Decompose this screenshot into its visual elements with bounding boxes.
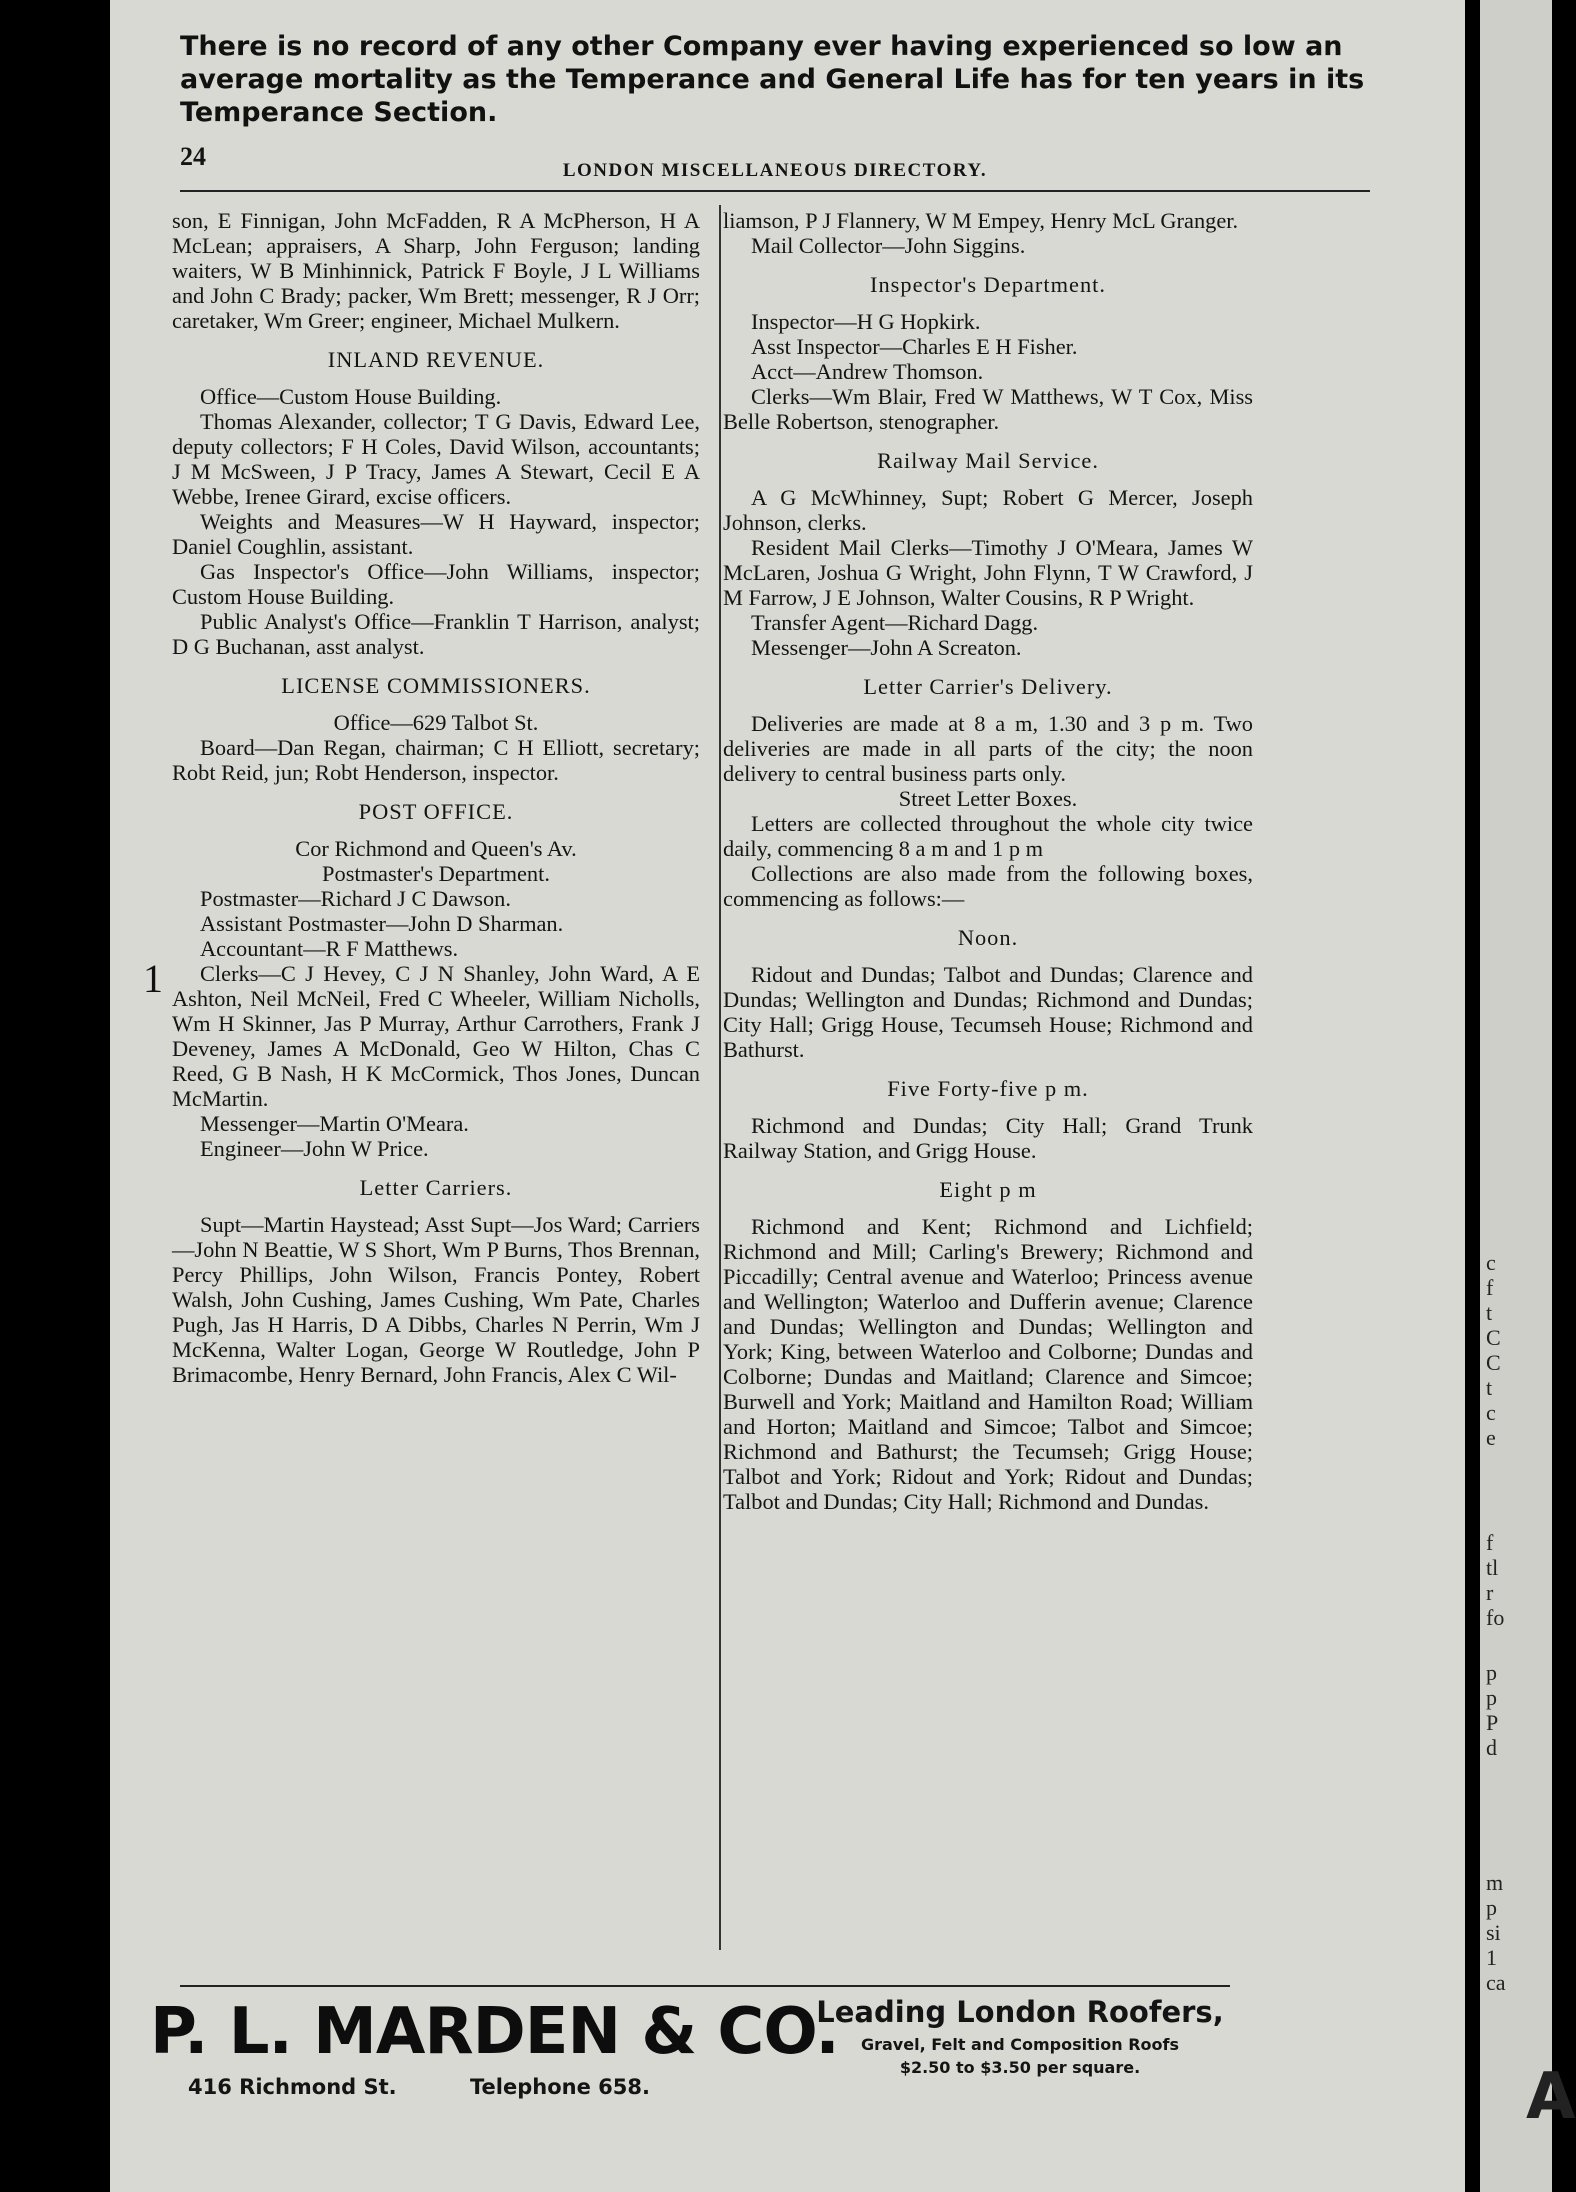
noon-boxes: Ridout and Dundas; Talbot and Dundas; Clarence and Dundas; Wellington and Dundas; Richmond and Dundas; City Hall; Grigg House, Tecumseh House; Richmond and Bathurst. xyxy=(723,962,1253,1062)
fragment: f xyxy=(1486,1530,1494,1555)
railway-heading: Railway Mail Service. xyxy=(877,448,1099,473)
delivery-times: Deliveries are made at 8 a m, 1.30 and 3 p m. Two deliveries are made in all parts of the city; the noon delivery to central business parts only. xyxy=(723,711,1253,786)
eight-pm-boxes: Richmond and Kent; Richmond and Lichfield; Richmond and Mill; Carling's Brewery; Richmond and Piccadilly; Central avenue and Waterloo; Princess avenue and Wellington; Waterloo and Dufferin avenue; Clarence and Dundas; Wellington and Dundas; Wellington and York; King, between Waterloo and Colborne; Dundas and Colborne; Dundas and Maitland; Clarence and Simcoe; Burwell and York; Maitland and Hamilton Road; William and Horton; Maitland and Simcoe; Talbot and Simcoe; Richmond and Bathurst; the Tecumseh; Grigg House; Talbot and York; Ridout and York; Ridout and Dundas; Talbot and Dundas; City Hall; Richmond and Dundas. xyxy=(723,1214,1253,1514)
license-office: Office—629 Talbot St. xyxy=(333,710,539,735)
accountant: Accountant—R F Matthews. xyxy=(200,936,459,961)
fragment: ca xyxy=(1486,1970,1506,1995)
transfer-agent: Transfer Agent—Richard Dagg. xyxy=(751,610,1039,635)
fragment: tl xyxy=(1486,1555,1499,1580)
advert-brand: P. L. MARDEN & CO. xyxy=(150,1995,839,2069)
inland-revenue-office: Office—Custom House Building. xyxy=(200,384,502,409)
fragment: P xyxy=(1486,1710,1499,1735)
fragment: t xyxy=(1486,1300,1493,1325)
eight-pm-heading: Eight p m xyxy=(939,1177,1037,1202)
fragment: p xyxy=(1486,1685,1497,1710)
five-forty-five-boxes: Richmond and Dundas; City Hall; Grand Trunk Railway Station, and Grigg House. xyxy=(723,1113,1253,1163)
fragment: p xyxy=(1486,1660,1497,1685)
weights-measures: Weights and Measures—W H Hayward, inspector; Daniel Coughlin, assistant. xyxy=(172,509,700,559)
advert-products: Gravel, Felt and Composition Roofs xyxy=(860,2035,1179,2054)
inspector-acct: Acct—Andrew Thomson. xyxy=(751,359,984,384)
advert-right-block xyxy=(780,1995,1260,2077)
license-heading: LICENSE COMMISSIONERS. xyxy=(281,673,591,698)
fragment: e xyxy=(1486,1425,1496,1450)
fragment: c xyxy=(1486,1400,1496,1425)
inland-revenue-officers: Thomas Alexander, collector; T G Davis, Edward Lee, deputy collectors; F H Coles, David Wilson, accountants; J M McSween, J P Tracy, James A Stewart, Cecil E A Webbe, Irenee Girard, excise officers. xyxy=(172,409,700,509)
railway-messenger: Messenger—John A Screaton. xyxy=(751,635,1022,660)
continued-entry: son, E Finnigan, John McFadden, R A McPherson, H A McLean; appraisers, A Sharp, John Ferguson; landing waiters, W B Minhinnick, Patrick F Boyle, J L Williams and John C Brady; packer, Wm Brett; messenger, R J Orr; caretaker, Wm Greer; engineer, Michael Mulkern. xyxy=(172,208,700,333)
inland-revenue-heading: INLAND REVENUE. xyxy=(327,347,545,372)
fragment: f xyxy=(1486,1275,1494,1300)
marden-advertisement xyxy=(150,1995,1380,2115)
left-column xyxy=(172,208,700,1387)
five-forty-five-heading: Five Forty-five p m. xyxy=(887,1076,1089,1101)
collection-boxes-intro: Collections are also made from the following boxes, commencing as follows:— xyxy=(723,861,1253,911)
fragment: 1 xyxy=(1486,1945,1497,1970)
engineer: Engineer—John W Price. xyxy=(200,1136,429,1161)
column-divider xyxy=(719,205,721,1950)
delivery-heading: Letter Carrier's Delivery. xyxy=(863,674,1113,699)
letter-carriers-list: Supt—Martin Haystead; Asst Supt—Jos Ward; Carriers—John N Beattie, W S Short, Wm P Burns, Thos Brennan, Percy Phillips, John Wilson, Francis Pontey, Robert Walsh, John Cushing, James Cushing, Wm Pate, Charles Pugh, Jas H Harris, D A Dibbs, Charles N Perrin, Wm J McKenna, Walter Logan, George W Routledge, John P Brimacombe, Henry Bernard, John Francis, Alex C Wil- xyxy=(172,1212,700,1387)
fragment: t xyxy=(1486,1375,1493,1400)
inspector-clerks: Clerks—Wm Blair, Fred W Matthews, W T Cox, Miss Belle Robertson, stenographer. xyxy=(723,384,1253,434)
right-column xyxy=(723,208,1253,1514)
post-office-address: Cor Richmond and Queen's Av. xyxy=(295,836,577,861)
letter-carriers-heading: Letter Carriers. xyxy=(359,1175,513,1200)
mail-collector: Mail Collector—John Siggins. xyxy=(751,233,1026,258)
messenger: Messenger—Martin O'Meara. xyxy=(200,1111,469,1136)
fragment: C xyxy=(1486,1325,1501,1350)
railway-supt: A G McWhinney, Supt; Robert G Mercer, Joseph Johnson, clerks. xyxy=(723,485,1253,535)
inspector: Inspector—H G Hopkirk. xyxy=(751,309,981,334)
asst-inspector: Asst Inspector—Charles E H Fisher. xyxy=(751,334,1078,359)
advert-address: 416 Richmond St. xyxy=(188,2075,397,2099)
postmaster: Postmaster—Richard J C Dawson. xyxy=(200,886,511,911)
fragment: c xyxy=(1486,1250,1496,1275)
fragment: r xyxy=(1486,1580,1494,1605)
street-boxes-heading: Street Letter Boxes. xyxy=(898,786,1078,811)
fragment: m xyxy=(1486,1870,1504,1895)
fragment: si xyxy=(1486,1920,1501,1945)
gas-inspector: Gas Inspector's Office—John Williams, inspector; Custom House Building. xyxy=(172,559,700,609)
margin-mark: 1 xyxy=(143,956,163,1001)
fragment: fo xyxy=(1486,1605,1505,1630)
advert-tagline: Leading London Roofers, xyxy=(816,1995,1224,2029)
header-rule xyxy=(180,190,1370,192)
inspector-heading: Inspector's Department. xyxy=(870,272,1106,297)
advert-telephone: Telephone 658. xyxy=(470,2075,650,2099)
noon-heading: Noon. xyxy=(957,925,1019,950)
page-header xyxy=(180,142,1370,182)
assistant-postmaster: Assistant Postmaster—John D Sharman. xyxy=(200,911,564,936)
temperance-banner: There is no record of any other Company ever having experienced so low an average mortality as the Temperance and General Life has for ten years in its Temperance Section. xyxy=(180,31,1365,128)
running-title: LONDON MISCELLANEOUS DIRECTORY. xyxy=(562,160,988,181)
page-number: 24 xyxy=(180,142,206,171)
fragment: p xyxy=(1486,1895,1497,1920)
resident-mail-clerks: Resident Mail Clerks—Timothy J O'Meara, James W McLaren, Joshua G Wright, John Flynn, T W Crawford, J M Farrow, J E Johnson, Walter Cousins, R P Wright. xyxy=(723,535,1253,610)
license-board: Board—Dan Regan, chairman; C H Elliott, secretary; Robt Reid, jun; Robt Henderson, inspector. xyxy=(172,735,700,785)
collection-info: Letters are collected throughout the whole city twice daily, commencing 8 a m and 1 p m xyxy=(723,811,1253,861)
post-office-heading: POST OFFICE. xyxy=(358,799,514,824)
continued-clerks: liamson, P J Flannery, W M Empey, Henry McL Granger. xyxy=(723,208,1239,233)
fragment: d xyxy=(1486,1735,1497,1760)
clerks: Clerks—C J Hevey, C J N Shanley, John Ward, A E Ashton, Neil McNeil, Fred C Wheeler, William Nicholls, Wm H Skinner, Jas P Murray, Arthur Carrothers, Frank J Deveney, James A McDonald, Geo W Hilton, Chas C Reed, G B Nash, H K McCormick, Thos Jones, Duncan McMartin. xyxy=(172,961,700,1111)
postmaster-dept: Postmaster's Department. xyxy=(322,861,550,886)
public-analyst: Public Analyst's Office—Franklin T Harrison, analyst; D G Buchanan, asst analyst. xyxy=(172,609,700,659)
adjacent-page-edge xyxy=(1480,0,1576,2192)
footer-rule xyxy=(180,1985,1230,1987)
fragment-large: A xyxy=(1526,2060,1576,2134)
fragment: C xyxy=(1486,1350,1501,1375)
advert-price: $2.50 to $3.50 per square. xyxy=(899,2058,1141,2077)
